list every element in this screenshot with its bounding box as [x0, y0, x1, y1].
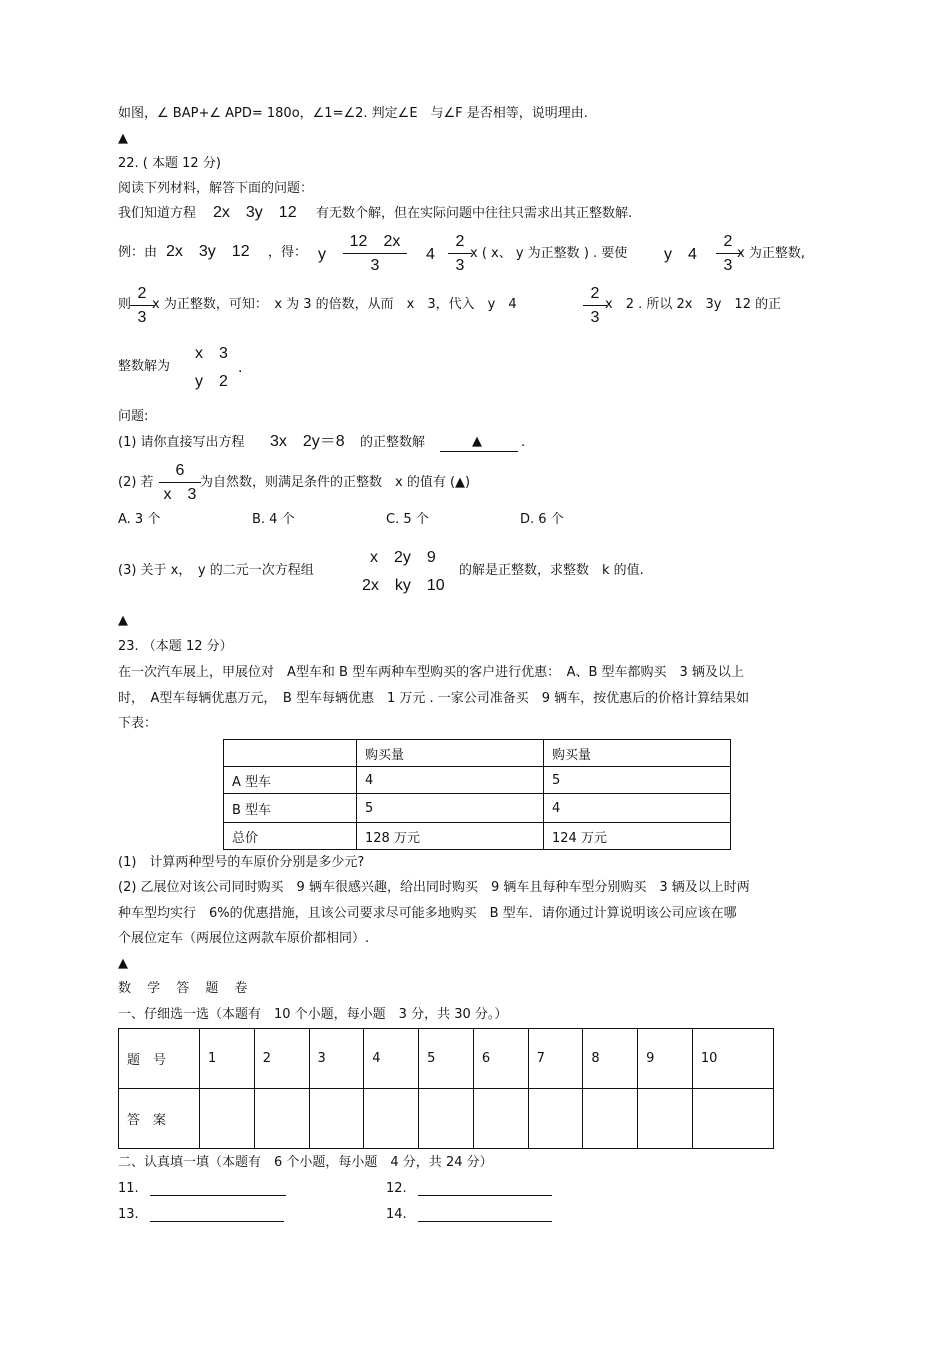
answer-grid	[118, 1028, 774, 1149]
question-number: 10	[692, 1029, 773, 1089]
system-top: x 2y 9	[370, 549, 436, 566]
table-row	[224, 823, 731, 850]
fraction-6	[159, 463, 201, 503]
table-row	[224, 767, 731, 794]
table-cell: 128 万元	[357, 823, 544, 850]
table-header-cell: 购买量	[357, 740, 544, 767]
table-cell: 5	[544, 767, 731, 794]
q22-ex-eq: 2x 3y 12	[166, 243, 250, 260]
row-label: 答 案	[119, 1089, 200, 1149]
q23-s2-l2: 种车型均实行 6%的优惠措施，且该公司要求尽可能多地购买 B 型车．请你通过计算说明该公司应该在哪	[118, 906, 737, 921]
answer-cell[interactable]	[309, 1089, 364, 1149]
answer-blank-12[interactable]	[418, 1195, 552, 1196]
q22-p3-pre: (3) 关于 x， y 的二元一次方程组	[118, 563, 314, 578]
answer-sheet-title: 数 学 答 题 卷	[118, 981, 254, 996]
question-number: 9	[638, 1029, 693, 1089]
answer-row	[119, 1089, 774, 1149]
q21-text: 如图，∠ BAP+∠ APD= 180o，∠1=∠2. 判定∠E 与∠F 是否相等，说明理由.	[118, 106, 588, 121]
table-cell: 4	[357, 767, 544, 794]
answer-cell[interactable]	[528, 1089, 583, 1149]
fraction-2	[448, 234, 472, 274]
row-label: 题 号	[119, 1029, 200, 1089]
table-row	[224, 794, 731, 823]
system-bottom: 2x ky 10	[362, 577, 445, 594]
table-header-cell: 购买量	[544, 740, 731, 767]
fraction-5-den: 3	[590, 309, 600, 326]
choice-c: C. 5 个	[386, 512, 429, 527]
answer-cell[interactable]	[692, 1089, 773, 1149]
fraction-2-den: 3	[455, 257, 465, 274]
answer-cell[interactable]	[419, 1089, 474, 1149]
fraction-5	[583, 286, 607, 326]
q22-p1-pre: (1) 请你直接写出方程	[118, 435, 245, 450]
q22-line1-eq: 2x 3y 12	[213, 204, 297, 221]
q22-p1-end: .	[521, 435, 526, 450]
table-cell: B 型车	[224, 794, 357, 823]
q22-then-pre: 则	[118, 297, 132, 312]
table-header-cell	[224, 740, 357, 767]
solution-bottom: y 2	[195, 373, 228, 390]
section-1-heading: 一、仔细选一选（本题有 10 个小题，每小题 3 分，共 30 分。）	[118, 1007, 508, 1022]
q23-s2-l1: (2) 乙展位对该公司同时购买 9 辆车很感兴趣，给出同时购买 9 辆车且每种车型分别购买 3 辆及以上时两	[118, 880, 750, 895]
fraction-4-den: 3	[137, 309, 147, 326]
table-cell: 124 万元	[544, 823, 731, 850]
q23-line3: 下表：	[118, 716, 158, 731]
q23-s2-l3: 个展位定车（两展位这两款车原价都相同）.	[118, 931, 370, 946]
question-number: 7	[528, 1029, 583, 1089]
fraction-6-num: 6	[175, 462, 185, 479]
answer-blank-13[interactable]	[150, 1221, 284, 1222]
fraction-4-num: 2	[137, 285, 147, 302]
blank-label-11: 11.	[118, 1181, 139, 1196]
answer-mark: ▲	[118, 613, 128, 628]
choice-b: B. 4 个	[252, 512, 295, 527]
answer-mark: ▲	[118, 956, 128, 971]
blank-label-14: 14.	[386, 1207, 407, 1222]
question-number: 1	[200, 1029, 255, 1089]
answer-blank-11[interactable]	[150, 1195, 286, 1196]
choice-d: D. 6 个	[520, 512, 564, 527]
answer-cell[interactable]	[638, 1089, 693, 1149]
question-number-row	[119, 1029, 774, 1089]
q22-ex-cond: x ( x、 y 为正整数 ) . 要使	[470, 246, 628, 261]
table-cell: A 型车	[224, 767, 357, 794]
q22-int-label: 整数解为	[118, 359, 171, 374]
q22-then-post: x 2 . 所以 2x 3y 12 的正	[605, 297, 782, 312]
fraction-1-den: 3	[370, 257, 380, 274]
fraction-6-den: x 3	[163, 486, 197, 503]
fraction-2-num: 2	[455, 233, 465, 250]
q22-line1-pre: 我们知道方程	[118, 206, 197, 221]
q22-p3-post: 的解是正整数，求整数 k 的值.	[459, 563, 644, 578]
table-cell: 4	[544, 794, 731, 823]
q22-problem: 问题:	[118, 409, 149, 424]
solution-dot: .	[238, 359, 243, 376]
answer-mark: ▲	[118, 131, 128, 146]
fraction-3-num: 2	[723, 233, 733, 250]
q23-header: 23. （本题 12 分）	[118, 639, 233, 654]
q22-then-mid: x 为正整数，可知： x 为 3 的倍数，从而 x 3，代入 y 4	[152, 297, 517, 312]
question-number: 3	[309, 1029, 364, 1089]
fraction-1-num: 12 2x	[349, 233, 401, 250]
q22-p2-pre: (2) 若	[118, 475, 154, 490]
q22-intro: 阅读下列材料，解答下面的问题：	[118, 181, 314, 196]
fraction-3-den: 3	[723, 257, 733, 274]
question-number: 4	[364, 1029, 419, 1089]
blank-label-12: 12.	[386, 1181, 407, 1196]
answer-blank-14[interactable]	[418, 1221, 552, 1222]
table-cell: 5	[357, 794, 544, 823]
q22-p1-blank: ▲	[472, 434, 482, 449]
q22-p1-post: 的正整数解	[360, 435, 426, 450]
answer-cell[interactable]	[254, 1089, 309, 1149]
question-number: 5	[419, 1029, 474, 1089]
solution-top: x 3	[195, 345, 228, 362]
fraction-1	[343, 234, 407, 274]
answer-cell[interactable]	[364, 1089, 419, 1149]
question-number: 8	[583, 1029, 638, 1089]
q22-p2-post: 为自然数，则满足条件的正整数 x 的值有 (▲)	[200, 475, 471, 490]
fraction-4	[130, 286, 154, 326]
table-cell: 总价	[224, 823, 357, 850]
price-table	[223, 739, 731, 850]
answer-cell[interactable]	[583, 1089, 638, 1149]
q22-ex-pre: 例：由	[118, 245, 158, 260]
q23-line2: 时， A型车每辆优惠万元， B 型车每辆优惠 1 万元 . 一家公司准备买 9 辆车，按优惠后的价格计算结果如	[118, 691, 750, 706]
answer-cell[interactable]	[473, 1089, 528, 1149]
q22-line1-post: 有无数个解，但在实际问题中往往只需求出其正整数解.	[316, 206, 633, 221]
answer-blank-1[interactable]	[440, 451, 518, 452]
answer-cell[interactable]	[200, 1089, 255, 1149]
q23-s1: (1) 计算两种型号的车原价分别是多少元?	[118, 855, 365, 870]
question-number: 2	[254, 1029, 309, 1089]
section-2-heading: 二、认真填一填（本题有 6 个小题，每小题 4 分，共 24 分）	[118, 1155, 493, 1170]
q23-line1: 在一次汽车展上，甲展位对 A型车和 B 型车两种车型购买的客户进行优惠： A、B 型车都购买 3 辆及以上	[118, 665, 744, 680]
q22-p1-eq: 3x 2y＝8	[270, 433, 345, 450]
q22-ex-y: y	[318, 246, 326, 263]
q22-ex-y2: y 4	[664, 246, 697, 263]
q22-ex-4: 4	[426, 246, 435, 263]
question-number: 6	[473, 1029, 528, 1089]
q22-header: 22. ( 本题 12 分)	[118, 156, 221, 171]
table-header-row	[224, 740, 731, 767]
fraction-5-num: 2	[590, 285, 600, 302]
q22-ex-tail: x 为正整数,	[737, 246, 805, 261]
q22-ex-get: ，得：	[268, 245, 308, 260]
choice-a: A. 3 个	[118, 512, 161, 527]
blank-label-13: 13.	[118, 1207, 139, 1222]
